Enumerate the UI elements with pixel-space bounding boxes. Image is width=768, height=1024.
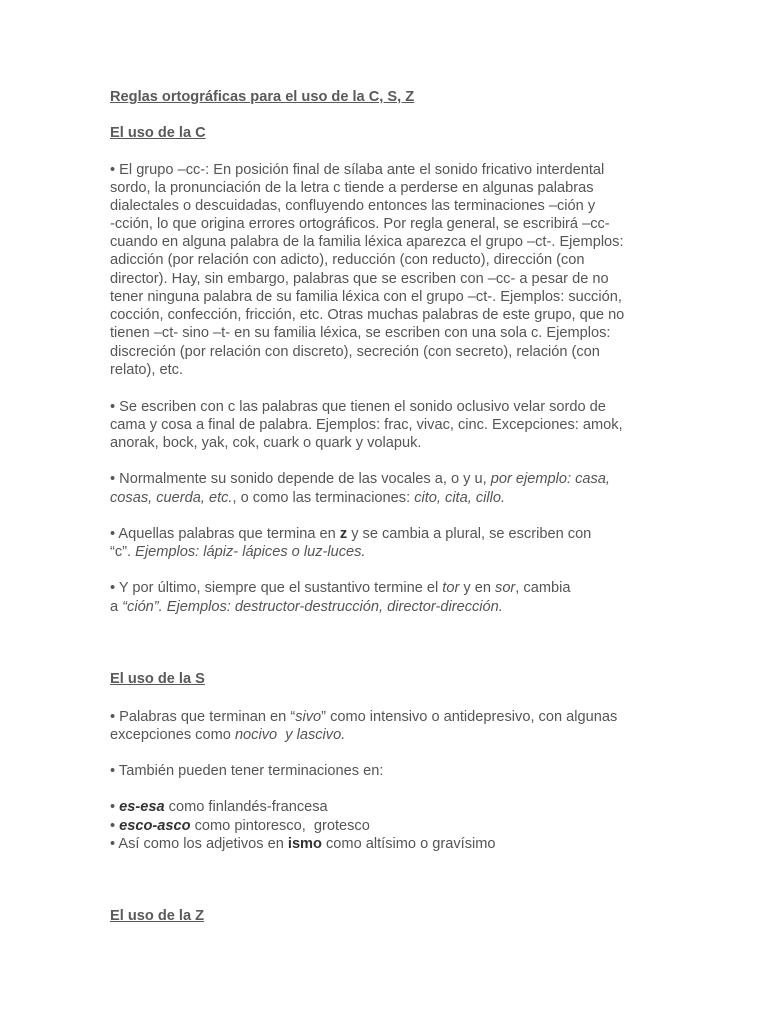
section-heading-s: El uso de la S	[110, 671, 205, 687]
text-line: tienen –ct- sino –t- en su familia léxica, se escriben con una sola c. Ejemplos:	[110, 325, 611, 341]
bold-italic-run: es-esa	[119, 799, 165, 815]
bold-run: ismo	[287, 836, 322, 852]
list-item	[110, 798, 328, 816]
text-line	[110, 470, 610, 488]
paragraph-s-terminations: • También pueden tener terminaciones en:	[110, 763, 384, 779]
text-line: cocción, confección, fricción, etc. Otras muchas palabras de este grupo, que no	[110, 307, 625, 323]
italic-run: “ción”. Ejemplos: destructor-destrucción, director-dirección.	[122, 599, 503, 615]
text-line	[110, 708, 617, 726]
text-line: sordo, la pronunciación de la letra c tiende a perderse en algunas palabras	[110, 180, 594, 196]
italic-run: tor	[442, 580, 460, 596]
italic-run: cosas, cuerda, etc.	[110, 490, 233, 506]
text-run: ” como intensivo o antidepresivo, con algunas	[321, 709, 618, 725]
bold-run: z	[339, 526, 348, 542]
list-item	[110, 817, 370, 835]
italic-run: por ejemplo: casa,	[490, 471, 610, 487]
italic-run: nocivo y lascivo.	[234, 727, 346, 743]
text-run: •	[110, 818, 120, 834]
text-line: -cción, lo que origina errores ortográficos. Por regla general, se escribirá –cc-	[110, 216, 610, 232]
text-run: , o como las terminaciones:	[232, 490, 415, 506]
text-run: “c”.	[110, 544, 136, 560]
text-line: adicción (por relación con adicto), reducción (con reducto), dirección (con	[110, 252, 585, 268]
text-run: , cambia	[515, 580, 571, 596]
text-run: excepciones como	[110, 727, 235, 743]
text-run: como finlandés-francesa	[164, 799, 328, 815]
list-item	[110, 835, 496, 853]
text-run: • Aquellas palabras que termina en	[110, 526, 340, 542]
text-line	[110, 543, 366, 561]
text-run: a	[110, 599, 123, 615]
italic-run: Ejemplos: lápiz- lápices o luz-luces.	[135, 544, 366, 560]
text-line	[110, 598, 503, 616]
text-run: •	[110, 799, 120, 815]
italic-run: sor	[495, 580, 516, 596]
text-line: dialectales o descuidadas, confluyendo entonces las terminaciones –ción y	[110, 198, 596, 214]
text-run: y se cambia a plural, se escriben con	[347, 526, 592, 542]
text-run: • Así como los adjetivos en	[110, 836, 288, 852]
text-line: cama y cosa a final de palabra. Ejemplos: frac, vivac, cinc. Excepciones: amok,	[110, 417, 623, 433]
document-title: Reglas ortográficas para el uso de la C, S, Z	[110, 89, 415, 105]
section-heading-c: El uso de la C	[110, 125, 206, 141]
text-line	[110, 489, 505, 507]
text-line: • El grupo –cc-: En posición final de sílaba ante el sonido fricativo interdental	[110, 162, 605, 178]
text-line: • Se escriben con c las palabras que tienen el sonido oclusivo velar sordo de	[110, 399, 606, 415]
italic-run: sivo	[295, 709, 322, 725]
text-run: • Y por último, siempre que el sustantivo termine el	[110, 580, 443, 596]
italic-run: cito, cita, cillo.	[414, 490, 506, 506]
bold-italic-run: esco-asco	[119, 818, 191, 834]
section-heading-z: El uso de la Z	[110, 908, 205, 924]
text-line	[110, 525, 591, 543]
text-run: • Palabras que terminan en “	[110, 709, 296, 725]
text-line: relato), etc.	[110, 362, 183, 378]
text-line: cuando en alguna palabra de la familia léxica aparezca el grupo –ct-. Ejemplos:	[110, 234, 624, 250]
text-line: director). Hay, sin embargo, palabras que se escriben con –cc- a pesar de no	[110, 271, 609, 287]
text-line: discreción (por relación con discreto), secreción (con secreto), relación (con	[110, 344, 600, 360]
text-run: como altísimo o gravísimo	[321, 836, 496, 852]
text-run: y en	[459, 580, 496, 596]
text-line	[110, 726, 345, 744]
text-run: • Normalmente su sonido depende de las vocales a, o y u,	[110, 471, 491, 487]
text-line: tener ninguna palabra de su familia léxica con el grupo –ct-. Ejemplos: succión,	[110, 289, 622, 305]
text-line	[110, 579, 570, 597]
text-run: como pintoresco, grotesco	[190, 818, 370, 834]
text-line: anorak, bock, yak, cok, cuark o quark y volapuk.	[110, 435, 422, 451]
